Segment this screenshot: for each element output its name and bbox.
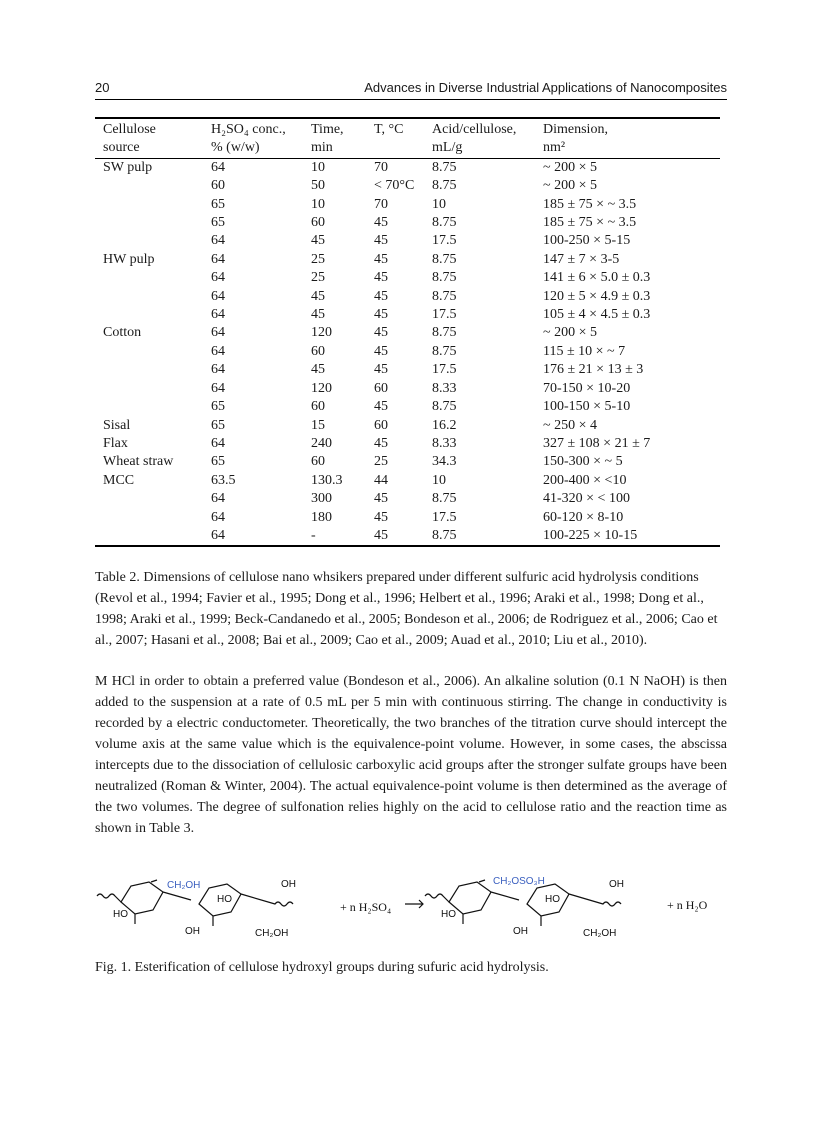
ch2oh-bottom-label: CH₂OH [255,928,289,939]
table-caption: Table 2. Dimensions of cellulose nano whsikers prepared under different sulfuric acid hydrolysis conditions (Revol et al., 1994; Favier et al., 1995; Dong et al., 1996; Helbert et al., 1996; Araki et al., 1998; Dong et al., 1998; Araki et al., 1999; Beck-Candanedo et al., 2005; Bondeson et al., 2006; de Rodriguez et al., 2006; Cao et al., 2007; Hasani et al., 2008; Bai et al., 2009; Cao et al., 2009; Auad et al., 2010; Liu et al., 2010). [95,570,718,648]
table-cell: 64 [211,233,225,249]
figure-caption: Fig. 1. Esterification of cellulose hydroxyl groups during sufuric acid hydrolysis. [95,960,549,975]
table-cell: 10 [432,196,446,212]
table-cell: 64 [203,527,303,546]
table-row [95,527,720,546]
table-cell: 64 [211,435,225,451]
table-cell: 45 [374,343,388,359]
table-cell [95,380,203,398]
table-cell: 8.75 [424,527,535,546]
table-cell: 60 [311,399,325,415]
table-cell: 120 ± 5 × 4.9 ± 0.3 [543,288,651,304]
table-cell: 25 [311,270,325,286]
table-row [95,417,720,435]
table-cell: 45 [366,527,424,546]
table-cell: 65 [211,399,225,415]
table-cell: 8.75 [432,343,457,359]
table-cell: 120 [311,380,332,396]
oh-top-label: OH [281,879,296,890]
header-cell: source [95,139,203,158]
table-cell: 45 [374,491,388,507]
table-cell: 45 [374,509,388,525]
table-cell [95,527,203,546]
oh-top-label: OH [609,879,624,890]
table-cell: 176 ± 21 × 13 ± 3 [543,362,644,378]
table-cell: 45 [374,435,388,451]
table-cell: 64 [211,270,225,286]
table-cell: 141 ± 6 × 5.0 ± 0.3 [543,270,651,286]
header-cell: Acid/cellulose, [424,118,535,139]
table-cell: 100-150 × 5-10 [543,399,631,415]
table-cell [95,398,203,416]
table-cell: 64 [211,307,225,323]
table-cell: < 70°C [374,178,415,194]
left-top-group-label: CH₂OH [167,880,201,891]
table-cell: 327 ± 108 × 21 ± 7 [543,435,651,451]
table-cell: 147 ± 7 × 3-5 [543,251,620,267]
chain-wave [425,894,449,902]
table-cell: 45 [374,270,388,286]
table-cell: 120 [311,325,332,341]
table-cell: 240 [311,435,332,451]
table-cell: 60-120 × 8-10 [543,509,624,525]
table-body [95,158,720,546]
table-row [95,251,720,269]
dimensions-table [95,117,720,547]
table-cell [95,490,203,508]
table-cell: MCC [103,472,135,488]
table-cell: 60 [311,343,325,359]
table-cell: 200-400 × <10 [543,472,627,488]
table-cell [95,232,203,250]
table-header-row-2 [95,139,720,158]
table-cell: 45 [374,251,388,267]
header-cell: H₂SO₄ conc., [203,118,303,139]
table-row [95,453,720,471]
table-cell [95,196,203,214]
table-cell: 185 ± 75 × ~ 3.5 [543,215,637,231]
table-cell: ~ 250 × 4 [543,417,597,433]
table-cell: 10 [432,472,446,488]
table-cell: 100-250 × 5-15 [543,233,631,249]
table-cell: 34.3 [432,454,457,470]
header-cell: % (w/w) [203,139,303,158]
table-cell: 300 [311,491,332,507]
table-cell: 41-320 × < 100 [543,491,630,507]
table-cell: 64 [211,159,225,175]
right-top-group-label: CH₂OSO₃H [493,876,545,887]
header-cell: nm² [535,139,720,158]
table-cell: 8.33 [432,380,457,396]
table-cell: 8.75 [432,288,457,304]
glycosidic-bond [491,892,519,900]
table-cell: 45 [311,362,325,378]
table-row [95,490,720,508]
table-cell: 70 [374,196,388,212]
header-cell [366,139,424,158]
table-row [95,306,720,324]
table-row [95,380,720,398]
ho-label: HO [113,909,128,920]
table-cell: Sisal [103,417,131,433]
table-cell: SW pulp [103,159,153,175]
ch2oso3h-bond [479,880,485,882]
table-cell: 185 ± 75 × ~ 3.5 [543,196,637,212]
table-cell: 10 [311,196,325,212]
table-header-row-1 [95,118,720,139]
table-cell: 60 [211,178,225,194]
table-cell: 45 [374,399,388,415]
table-row [95,435,720,453]
table-cell: 130.3 [311,472,343,488]
table-cell: 60 [311,215,325,231]
table-cell [95,361,203,379]
table-cell: 8.75 [432,325,457,341]
table-cell: HW pulp [103,251,155,267]
table-cell: 65 [211,454,225,470]
table-cell: ~ 200 × 5 [543,178,597,194]
table-cell: 8.75 [432,215,457,231]
table-cell: 105 ± 4 × 4.5 ± 0.3 [543,307,651,323]
table-cell: Flax [103,435,128,451]
header-cell: Dimension, [535,118,720,139]
table-cell: 25 [311,251,325,267]
ho-ring-label: HO [545,894,560,905]
ho-ring-label: HO [217,894,232,905]
table-cell: 45 [374,288,388,304]
header-cell: Time, [303,118,366,139]
table-cell: 50 [311,178,325,194]
table-cell: 8.75 [432,270,457,286]
table-cell: 100-225 × 10-15 [535,527,720,546]
reaction-arrow [405,900,423,908]
header-cell: Cellulose [95,118,203,139]
table-cell: 45 [374,307,388,323]
running-title: Advances in Diverse Industrial Applications of Nanocomposites [364,80,727,95]
byproduct-label: + n H₂O [667,898,708,912]
table-row [95,232,720,250]
table-row [95,472,720,490]
table-cell: 8.75 [432,251,457,267]
ch2oh-bond [151,880,157,882]
table-cell: 65 [211,196,225,212]
table-cell: ~ 200 × 5 [543,325,597,341]
table-row [95,324,720,342]
table-cell: 25 [374,454,388,470]
oh-bottom-label: OH [185,926,200,937]
table-cell: 70 [374,159,388,175]
table-row [95,361,720,379]
table-cell: 60 [374,417,388,433]
table-cell: 8.75 [432,178,457,194]
table-cell: - [303,527,366,546]
running-header [95,80,727,100]
table-cell: 180 [311,509,332,525]
table-cell [95,177,203,195]
table-cell: 17.5 [432,307,457,323]
table-cell: 17.5 [432,233,457,249]
glycosidic-bond [163,892,191,900]
table-cell: 64 [211,325,225,341]
ch2oh-bottom-label: CH₂OH [583,928,617,939]
table-cell: 45 [311,288,325,304]
table-cell: ~ 200 × 5 [543,159,597,175]
table-cell: 70-150 × 10-20 [543,380,631,396]
table-cell [95,288,203,306]
table-cell: 44 [374,472,388,488]
table-cell: 60 [311,454,325,470]
table-row [95,177,720,195]
table-cell: 15 [311,417,325,433]
table-cell: 8.33 [432,435,457,451]
header-rule [95,99,727,100]
reagent-label: + n H₂SO₄ [340,900,392,914]
table-cell: 150-300 × ~ 5 [543,454,623,470]
table-cell: 45 [311,233,325,249]
table-row [95,288,720,306]
table-cell: 45 [311,307,325,323]
table-cell: 64 [211,491,225,507]
header-cell: T, °C [366,118,424,139]
table-cell: 64 [211,380,225,396]
table-cell: Wheat straw [103,454,174,470]
table-cell: 16.2 [432,417,457,433]
table-cell [95,214,203,232]
table-cell: 8.75 [432,399,457,415]
body-paragraph: M HCl in order to obtain a preferred value (Bondeson et al., 2006). An alkaline solution (0.1 N NaOH) is then added to the suspension at a rate of 0.5 mL per 5 min with continuous stirring. The change in conductivity is recorded by a electric conductometer. Theoretically, the two branches of the titration curve should intercept the volume axis at the same value which is the equivalence-point volume. However, in some cases, the abscissa intercepts due to the dissociation of cellulosic carboxylic acid groups after the stronger sulfate groups have been neutralized (Roman & Winter, 2004). The actual equivalence-point volume is then determined as the average of the two volumes. The degree of sulfonation relies highly on the acid to cellulose ratio and the reaction time as shown in Table 3. [95,674,727,836]
chain-wave-right [569,894,621,906]
table-row [95,158,720,177]
table-row [95,196,720,214]
esterification-figure [95,868,725,944]
header-cell: mL/g [424,139,535,158]
table-cell [95,306,203,324]
table-row [95,214,720,232]
table-cell: 115 ± 10 × ~ 7 [543,343,626,359]
table-cell: 45 [374,362,388,378]
table-cell: 63.5 [211,472,236,488]
ho-label: HO [441,909,456,920]
table-cell: 45 [374,233,388,249]
table-cell [95,343,203,361]
header-cell: min [303,139,366,158]
table-cell: 17.5 [432,362,457,378]
chain-wave-right [241,894,293,906]
table-cell: 17.5 [432,509,457,525]
table-cell [95,509,203,527]
table-cell: 64 [211,509,225,525]
oh-bottom-label: OH [513,926,528,937]
table-cell: 64 [211,343,225,359]
page-number: 20 [95,80,110,95]
table-row [95,343,720,361]
chain-wave [97,894,121,902]
table-cell: 8.75 [432,159,457,175]
table-cell: 60 [374,380,388,396]
table-cell: 64 [211,251,225,267]
table-cell: 65 [211,417,225,433]
table-cell: Cotton [103,325,142,341]
table-cell: 64 [211,362,225,378]
table-row [95,509,720,527]
table-cell: 64 [211,288,225,304]
table-cell: 10 [311,159,325,175]
table-cell: 45 [374,325,388,341]
table-cell: 65 [211,215,225,231]
table-row [95,269,720,287]
table-cell: 45 [374,215,388,231]
table-row [95,398,720,416]
table-cell: 8.75 [432,491,457,507]
table-cell [95,269,203,287]
